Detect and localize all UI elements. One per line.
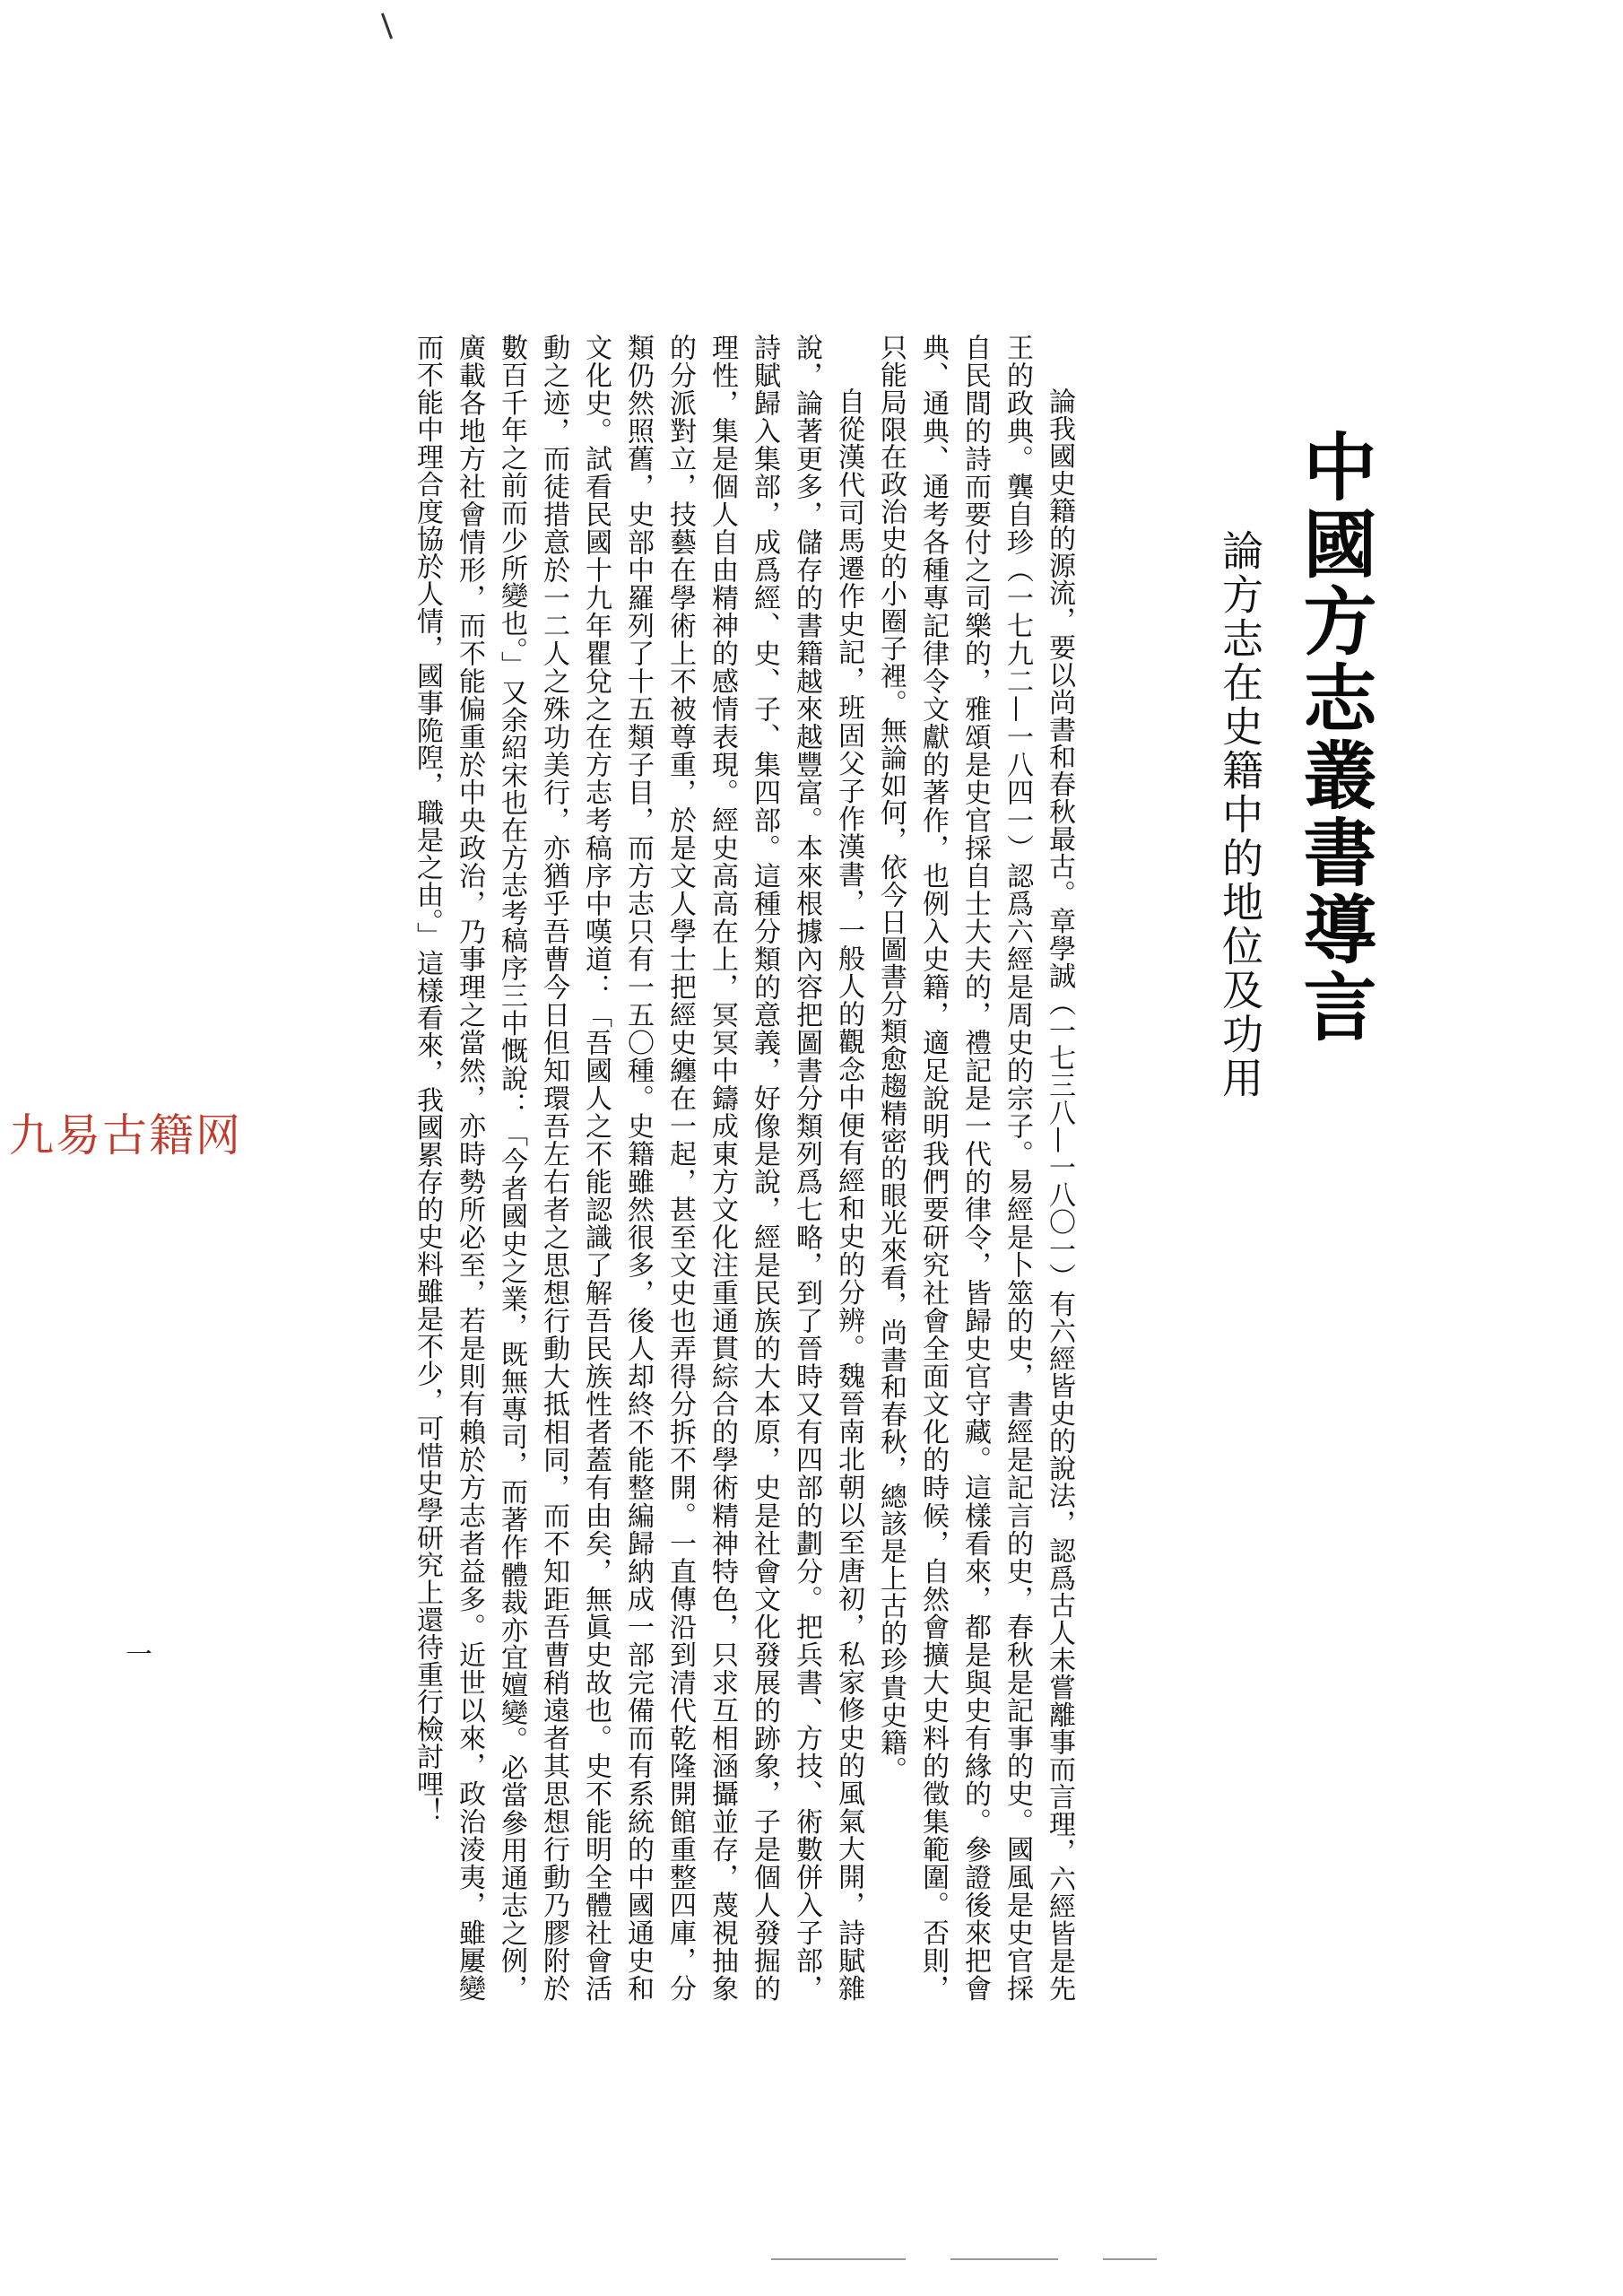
- watermark: 九易古籍网: [0, 1103, 271, 1168]
- paragraph-1: 論我國史籍的源流，要以尚書和春秋最古。章學誠（一七三八—一八〇一）有六經皆史的說法，認爲古人未嘗離事而言理，六經皆是先王的政典。龔自珍（一七九二—一八四一）認爲六經是周史的宗子。易經是卜筮的史，書經是記言的史，春秋是記事的史。國風是史官採自民間的詩而要付之司樂的，雅頌是史官採自士大夫的，禮記是一代的律令，皆歸史官守藏。這樣看來，都是與史有緣的。參證後來把會典、通典、通考各種專記律令文獻的著作，也例入史籍，適足說明我們要研究社會全面文化的時候，自然會擴大史料的徵集範圍。否則，只能局限在政治史的小圈子裡。無論如何，依今日圖書分類愈趨精密的眼光來看，尚書和春秋，總該是上古的珍貴史籍。: [875, 334, 1075, 2002]
- scan-mark: [950, 2258, 1058, 2260]
- paragraph-2: 自從漢代司馬遷作史記，班固父子作漢書，一般人的觀念中便有經和史的分辨。魏晉南北朝以至唐初，私家修史的風氣大開，詩賦雜說，論著更多，儲存的書籍越來越豐富。本來根據內容把圖書分類列爲七略，到了晉時又有四部的劃分。把兵書、方技、術數併入子部，詩賦歸入集部，成爲經、史、子、集四部。這種分類的意義，好像是說，經是民族的大本原，史是社會文化發展的跡象，子是個人發掘的理性，集是個人自由精神的感情表現。經史高高在上，冥冥中鑄成東方文化注重通貫綜合的學術精神特色，只求互相涵攝並存，蔑視抽象的分派對立，技藝在學術上不被尊重，於是文人學士把經史纏在一起，甚至文史也弄得分拆不開。一直傳沿到清代乾隆開館重整四庫，分類仍然照舊，史部中羅列了十五類子目，而方志只有一五〇種。史籍雖然很多，後人却終不能整編歸納成一部完備而有系統的中國通史和文化史。試看民國十九年瞿兌之在方志考稿序中嘆道：「吾國人之不能認識了解吾民族性者蓋有由矣，無眞史故也。史不能明全體社會活動之迹，而徒措意於一二人之殊功美行，亦猶乎吾曹今日但知環吾左右者之思想行動大抵相同，而不知距吾曹稍遠者其思想行動乃膠附於數百千年之前而少所變也。」又余紹宋也在方志考稿序三中慨說：「今者國史之業，既無專司，而著作體裁亦宜嬗變。必當參用通志之例，廣載各地方社會情形，而不能偏重於中央政治，乃事理之當然，亦時勢所必至，若是則有賴於方志者益多。近世以來，政治淩夷，雖屢變而不能中理合度協於人情，國事陒隉，職是之由。」這樣看來，我國累存的史料雖是不少，可惜史學研究上還待重行檢討哩！: [412, 334, 864, 2002]
- body-text: [184, 334, 1081, 2002]
- document-subtitle: 論方志在史籍中的地位及功用: [1216, 529, 1264, 1100]
- scan-mark: [381, 13, 393, 39]
- page-number: 一: [126, 1639, 152, 1671]
- scan-mark: [1103, 2258, 1157, 2260]
- scan-mark: [771, 2258, 906, 2260]
- document-title: 中國方志叢書導言: [1291, 429, 1376, 1046]
